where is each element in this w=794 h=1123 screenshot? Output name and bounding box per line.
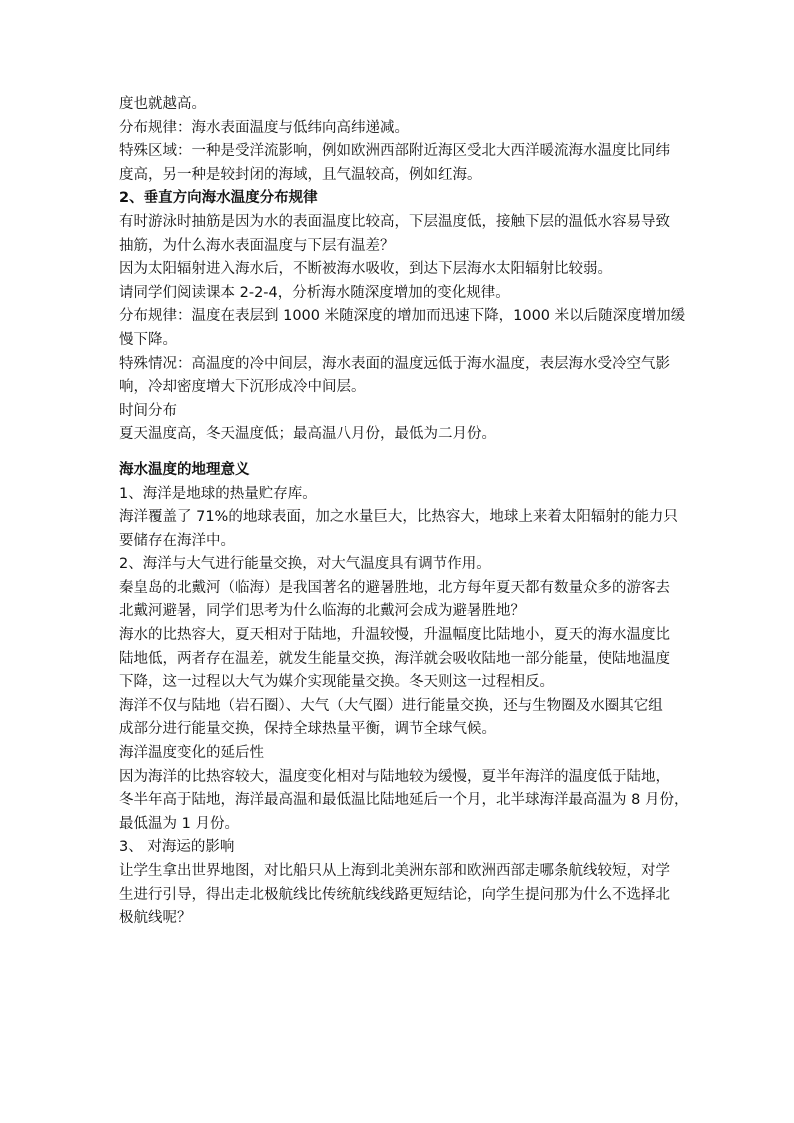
text-line: 北戴河避暑，同学们思考为什么临海的北戴河会成为避暑胜地？ — [119, 603, 525, 620]
text-line: 2、海洋与大气进行能量交换，对大气温度具有调节作用。 — [119, 556, 491, 573]
text-line: 1、海洋是地球的热量贮存库。 — [119, 485, 317, 502]
text-line: 因为太阳辐射进入海水后，不断被海水吸收，到达下层海水太阳辐射比较弱。 — [119, 261, 612, 278]
text-line: 响，冷却密度增大下沉形成冷中间层。 — [119, 379, 366, 396]
text-line: 极航线呢？ — [119, 910, 192, 927]
text-line: 要储存在海洋中。 — [119, 532, 235, 549]
text-line: 冬半年高于陆地，海洋最高温和最低温比陆地延后一个月，北半球海洋最高温为 8 月份， — [119, 792, 689, 809]
text-line: 特殊情况：高温度的冷中间层，海水表面的温度远低于海水温度，表层海水受冷空气影 — [119, 355, 670, 372]
text-line: 最低温为 1 月份。 — [119, 815, 239, 832]
text-line: 让学生拿出世界地图，对比船只从上海到北美洲东部和欧洲西部走哪条航线较短，对学 — [119, 863, 670, 879]
document-body — [119, 93, 689, 931]
text-line: 抽筋，为什么海水表面温度与下层有温差？ — [119, 237, 395, 254]
text-line: 海水的比热容大，夏天相对于陆地，升温较慢，升温幅度比陆地小，夏天的海水温度比 — [119, 627, 670, 644]
section-heading: 海水温度的地理意义 — [119, 461, 250, 478]
text-line: 3、 对海运的影响 — [119, 839, 235, 856]
text-line: 海洋不仅与陆地（岩石圈）、大气（大气圈）进行能量交换，还与生物圈及水圈其它组 — [119, 697, 663, 714]
text-line: 请同学们阅读课本 2-2-4，分析海水随深度增加的变化规律。 — [119, 284, 510, 301]
text-line: 有时游泳时抽筋是因为水的表面温度比较高，下层温度低，接触下层的温低水容易导致 — [119, 213, 670, 230]
text-line: 分布规律：海水表面温度与低纬向高纬递减。 — [119, 119, 409, 136]
text-line: 生进行引导，得出走北极航线比传统航线线路更短结论，向学生提问那为什么不选择北 — [119, 886, 670, 903]
text-line: 度高，另一种是较封闭的海域，且气温较高，例如红海。 — [119, 166, 482, 183]
text-line: 海洋温度变化的延后性 — [119, 745, 264, 762]
text-line: 海洋覆盖了 71%的地球表面，加之水量巨大，比热容大，地球上来着太阳辐射的能力只 — [119, 509, 678, 526]
text-line: 陆地低，两者存在温差，就发生能量交换，海洋就会吸收陆地一部分能量，使陆地温度 — [119, 650, 670, 667]
text-line: 因为海洋的比热容较大，温度变化相对与陆地较为缓慢，夏半年海洋的温度低于陆地， — [119, 768, 670, 785]
paragraph-gap — [119, 447, 689, 459]
text-line: 分布规律：温度在表层到 1000 米随深度的增加而迅速下降，1000 米以后随深度增加缓 — [119, 308, 686, 325]
section-heading: 2、垂直方向海水温度分布规律 — [119, 190, 318, 207]
text-line: 度也就越高。 — [119, 96, 206, 112]
text-line: 特殊区域：一种是受洋流影响，例如欧洲西部附近海区受北大西洋暖流海水温度比同纬 — [119, 143, 670, 160]
text-line: 秦皇岛的北戴河（临海）是我国著名的避暑胜地，北方每年夏天都有数量众多的游客去 — [119, 579, 670, 596]
text-line: 时间分布 — [119, 402, 177, 419]
text-line: 夏天温度高，冬天温度低；最高温八月份，最低为二月份。 — [119, 426, 496, 443]
text-line: 成部分进行能量交换，保持全球热量平衡，调节全球气候。 — [119, 721, 496, 738]
text-line: 慢下降。 — [119, 331, 177, 348]
text-line: 下降，这一过程以大气为媒介实现能量交换。冬天则这一过程相反。 — [119, 674, 554, 691]
